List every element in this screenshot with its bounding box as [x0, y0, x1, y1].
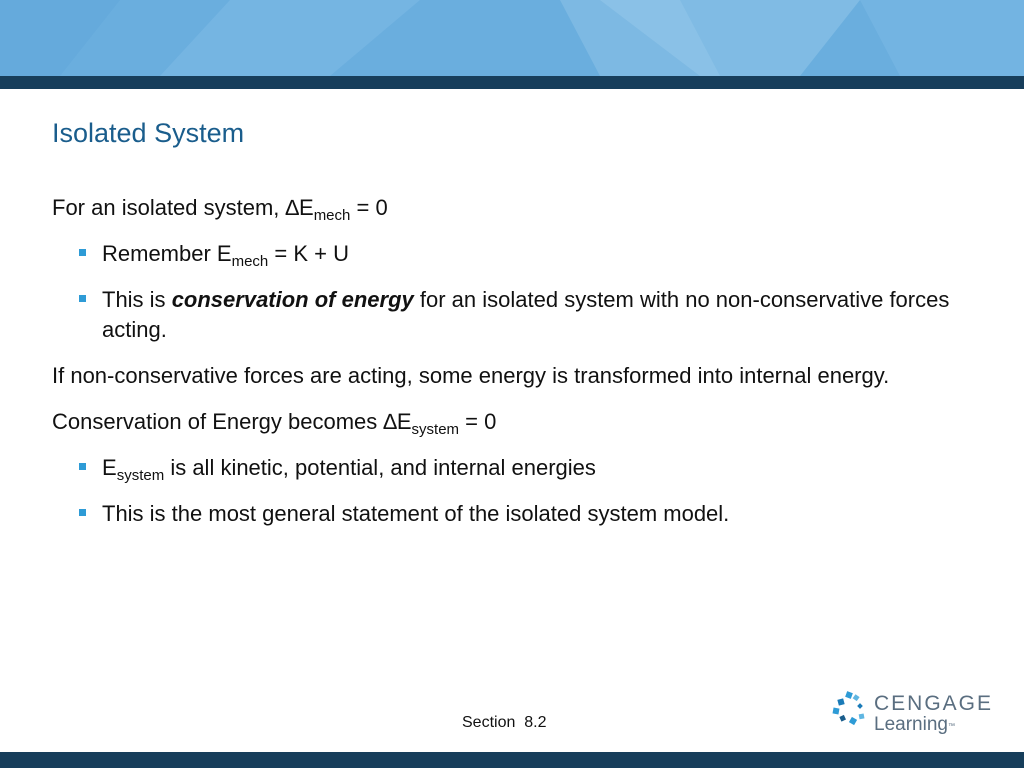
square-bullet-icon [79, 249, 86, 256]
section-label: Section 8.2 [462, 714, 547, 731]
p1-delta: ∆E [285, 195, 314, 220]
p3-delta: ∆E [383, 409, 412, 434]
paragraph-conservation-becomes [52, 407, 972, 437]
b2-emphasis: conservation of energy [171, 287, 414, 312]
bullet-esystem [52, 453, 972, 483]
square-bullet-icon [79, 463, 86, 470]
b1-subscript: mech [231, 253, 269, 270]
logo-wordmark-learning [874, 714, 955, 736]
logo-trademark: ™ [947, 723, 955, 730]
b3-tail: is all kinetic, potential, and internal energies [164, 455, 596, 480]
banner-pattern [0, 0, 1024, 76]
b3-subscript: system [116, 467, 165, 484]
bullet-conservation-of-energy [52, 285, 972, 345]
p1-subscript: mech [313, 207, 351, 224]
slide-title: Isolated System [52, 118, 245, 148]
paragraph-isolated-system [52, 193, 972, 223]
p3-tail: = 0 [459, 409, 497, 434]
b2-tail: for an isolated system with no non-conservative forces acting. [102, 287, 950, 342]
b2-pre: This is [102, 287, 172, 312]
square-bullet-icon [79, 295, 86, 302]
footer-bar [0, 752, 1024, 768]
b3-text: E [102, 455, 117, 480]
p3-subscript: system [411, 421, 460, 438]
logo-wordmark-cengage: CENGAGE [874, 692, 994, 715]
p1-text: For an isolated system, [52, 195, 286, 220]
p1-tail: = 0 [350, 195, 388, 220]
header-bar [0, 76, 1024, 89]
paragraph-non-conservative [52, 361, 972, 391]
cengage-logo [832, 690, 994, 738]
p3-text: Conservation of Energy becomes [52, 409, 384, 434]
b4-text: This is the most general statement of the isolated system model. [102, 501, 730, 526]
p2-text: If non-conservative forces are acting, some energy is transformed into internal energy. [52, 363, 890, 388]
b1-tail: = K + U [268, 241, 349, 266]
logo-learning-text: Learning [874, 714, 948, 735]
cengage-logo-icon [832, 690, 870, 730]
bullet-general-statement [52, 499, 972, 529]
square-bullet-icon [79, 509, 86, 516]
header-banner [0, 0, 1024, 76]
bullet-remember-emech [52, 239, 972, 269]
slide-content [52, 193, 972, 545]
b1-text: Remember E [102, 241, 232, 266]
